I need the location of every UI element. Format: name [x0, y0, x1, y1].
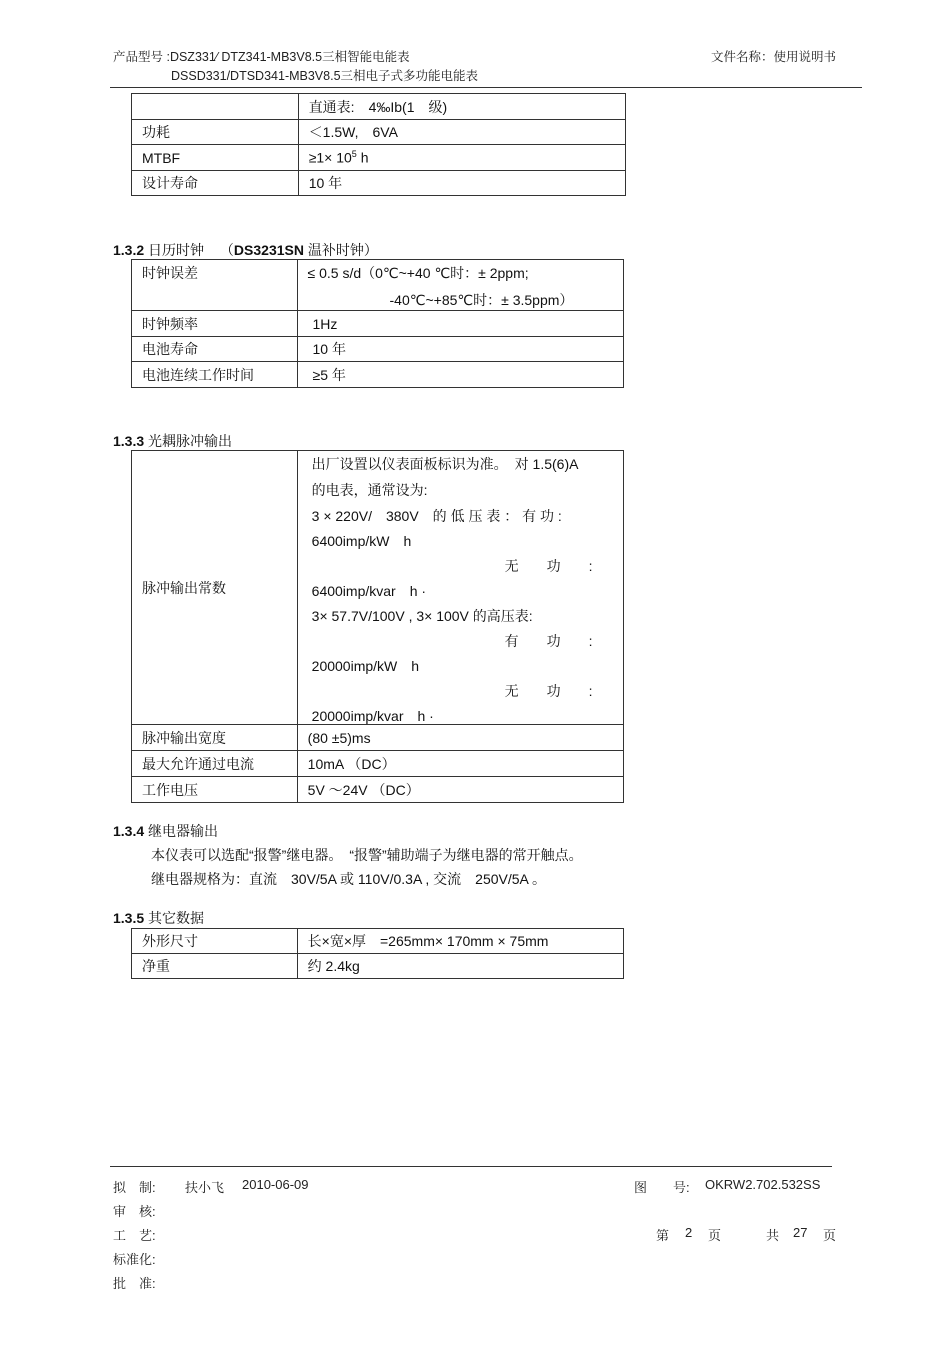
table-row [132, 145, 626, 171]
cell-value: 5V ～24V （DC） [297, 777, 623, 803]
footer-review-label: 审 核: [113, 1204, 156, 1219]
section-number: 1.3.2 [113, 242, 145, 258]
footer-total-unit: 页 [823, 1228, 837, 1243]
pulse-line: 3× 57.7V/100V , 3× 100V 的高压表: [311, 608, 533, 624]
cell-value: ≥5 年 [297, 362, 623, 388]
footer-page-number: 2 [685, 1225, 693, 1240]
footer-approve-label: 批 准: [113, 1276, 156, 1291]
footer-total-number: 27 [793, 1225, 808, 1240]
footer-figure-label: 图 号: [634, 1180, 690, 1195]
cell-label: 设计寿命 [132, 171, 299, 196]
cell-label: 功耗 [132, 120, 299, 145]
footer-draft-name: 扶小飞 [185, 1180, 225, 1195]
cell-value [298, 145, 625, 171]
cell-label: 时钟误差 [132, 260, 298, 311]
relay-paragraph-line2: 继电器规格为：直流 30V/5A 或 110V/0.3A , 交流 250V/5A 。 [151, 871, 547, 887]
table-row [132, 311, 624, 337]
mtbf-unit: h [356, 149, 369, 166]
cell-label: MTBF [132, 145, 299, 171]
footer-draft-label: 拟 制: [113, 1180, 156, 1195]
cell-value: 约 2.4kg [297, 954, 623, 979]
section-number: 1.3.4 [113, 823, 145, 839]
pulse-line: 20000imp/kvar h · [311, 708, 434, 724]
spec-table-top [131, 93, 626, 196]
cell-value: 1Hz [297, 311, 623, 337]
pulse-line: 无 功 : [504, 558, 593, 574]
table-row [132, 337, 624, 362]
clock-error-line2: -40℃~+85℃时：± 3.5ppm） [389, 292, 574, 308]
footer-draft-date: 2010-06-09 [242, 1177, 309, 1192]
cell-label: 工作电压 [132, 777, 298, 803]
pulse-line: 6400imp/kW h [311, 533, 412, 549]
section-heading-135 [113, 908, 204, 928]
table-row [132, 777, 624, 803]
footer-page-prefix: 第 [656, 1228, 670, 1243]
table-row [132, 929, 624, 954]
pulse-line: 有 功 : [504, 633, 593, 649]
table-row [132, 94, 626, 120]
pulse-line: 出厂设置以仪表面板标识为准。 对 1.5(6)A [311, 456, 579, 472]
header-model-line2: DSSD331/DTSD341-MB3V8.5三相电子式多功能电能表 [171, 69, 479, 83]
cell-value: (80 ±5)ms [297, 725, 623, 751]
section-heading-133 [113, 431, 232, 451]
pulse-line: 无 功 : [504, 683, 593, 699]
paren-text: 温补时钟） [303, 242, 378, 258]
footer-rule [110, 1166, 832, 1167]
section-title: 光耦脉冲输出 [148, 433, 233, 449]
section-title: 日历时钟 [148, 242, 205, 258]
cell-value: 10 年 [298, 171, 625, 196]
footer-process-label: 工 艺: [113, 1228, 156, 1243]
cell-value: ＜1.5W, 6VA [298, 120, 625, 145]
footer-standard-label: 标准化: [113, 1252, 156, 1267]
cell-label: 最大允许通过电流 [132, 751, 298, 777]
footer-figure-number: OKRW2.702.532SS [705, 1177, 821, 1192]
header-rule [110, 87, 862, 88]
cell-value: 长×宽×厚 =265mm× 170mm × 75mm [297, 929, 623, 954]
table-row [132, 171, 626, 196]
pulse-line: 6400imp/kvar h · [311, 583, 427, 599]
table-row [132, 451, 624, 725]
mtbf-base: ≥1× 10 [308, 149, 352, 166]
cell-value: 直通表: 4‰Ib(1 级) [298, 94, 625, 120]
spec-table-pulse [131, 450, 624, 803]
footer-total-prefix: 共 [766, 1228, 780, 1243]
header-doc-name: 文件名称：使用说明书 [711, 50, 837, 64]
spec-table-clock [131, 259, 624, 388]
pulse-line: 的电表，通常设为: [311, 482, 428, 498]
section-heading-134 [113, 821, 218, 841]
table-row [132, 751, 624, 777]
cell-value: 10mA （DC） [297, 751, 623, 777]
cell-label: 净重 [132, 954, 298, 979]
cell-label: 电池连续工作时间 [132, 362, 298, 388]
table-row [132, 120, 626, 145]
section-heading-132 [113, 240, 378, 260]
pulse-line: 3 × 220V/ 380V 的 低 压 表 ： 有 功 : [311, 508, 562, 524]
table-row [132, 954, 624, 979]
table-row [132, 260, 624, 311]
footer-page-unit: 页 [708, 1228, 722, 1243]
section-title: 继电器输出 [148, 823, 219, 839]
cell-label: 脉冲输出常数 [132, 451, 298, 725]
clock-error-line1: ≤ 0.5 s/d（0℃~+40 ℃时：± 2ppm; [307, 265, 529, 281]
table-row [132, 725, 624, 751]
cell-label: 外形尺寸 [132, 929, 298, 954]
cell-label [132, 94, 299, 120]
section-title: 其它数据 [148, 910, 205, 926]
cell-label: 电池寿命 [132, 337, 298, 362]
cell-value [297, 260, 623, 311]
table-row [132, 362, 624, 388]
header-model: 产品型号 :DSZ331⁄ DTZ341-MB3V8.5三相智能电能表 [113, 50, 410, 64]
cell-label: 脉冲输出宽度 [132, 725, 298, 751]
section-number: 1.3.5 [113, 910, 145, 926]
spec-table-other [131, 928, 624, 979]
chip-name: DS3231SN [233, 242, 304, 258]
paren-open: （ [219, 242, 234, 258]
pulse-line: 20000imp/kW h [311, 658, 420, 674]
section-number: 1.3.3 [113, 433, 145, 449]
relay-paragraph-line1: 本仪表可以选配“报警”继电器。 “报警”辅助端子为继电器的常开触点。 [151, 847, 583, 863]
mtbf-exponent: 5 [351, 149, 357, 160]
cell-value: 10 年 [297, 337, 623, 362]
cell-label: 时钟频率 [132, 311, 298, 337]
cell-value-pulse [297, 451, 623, 725]
